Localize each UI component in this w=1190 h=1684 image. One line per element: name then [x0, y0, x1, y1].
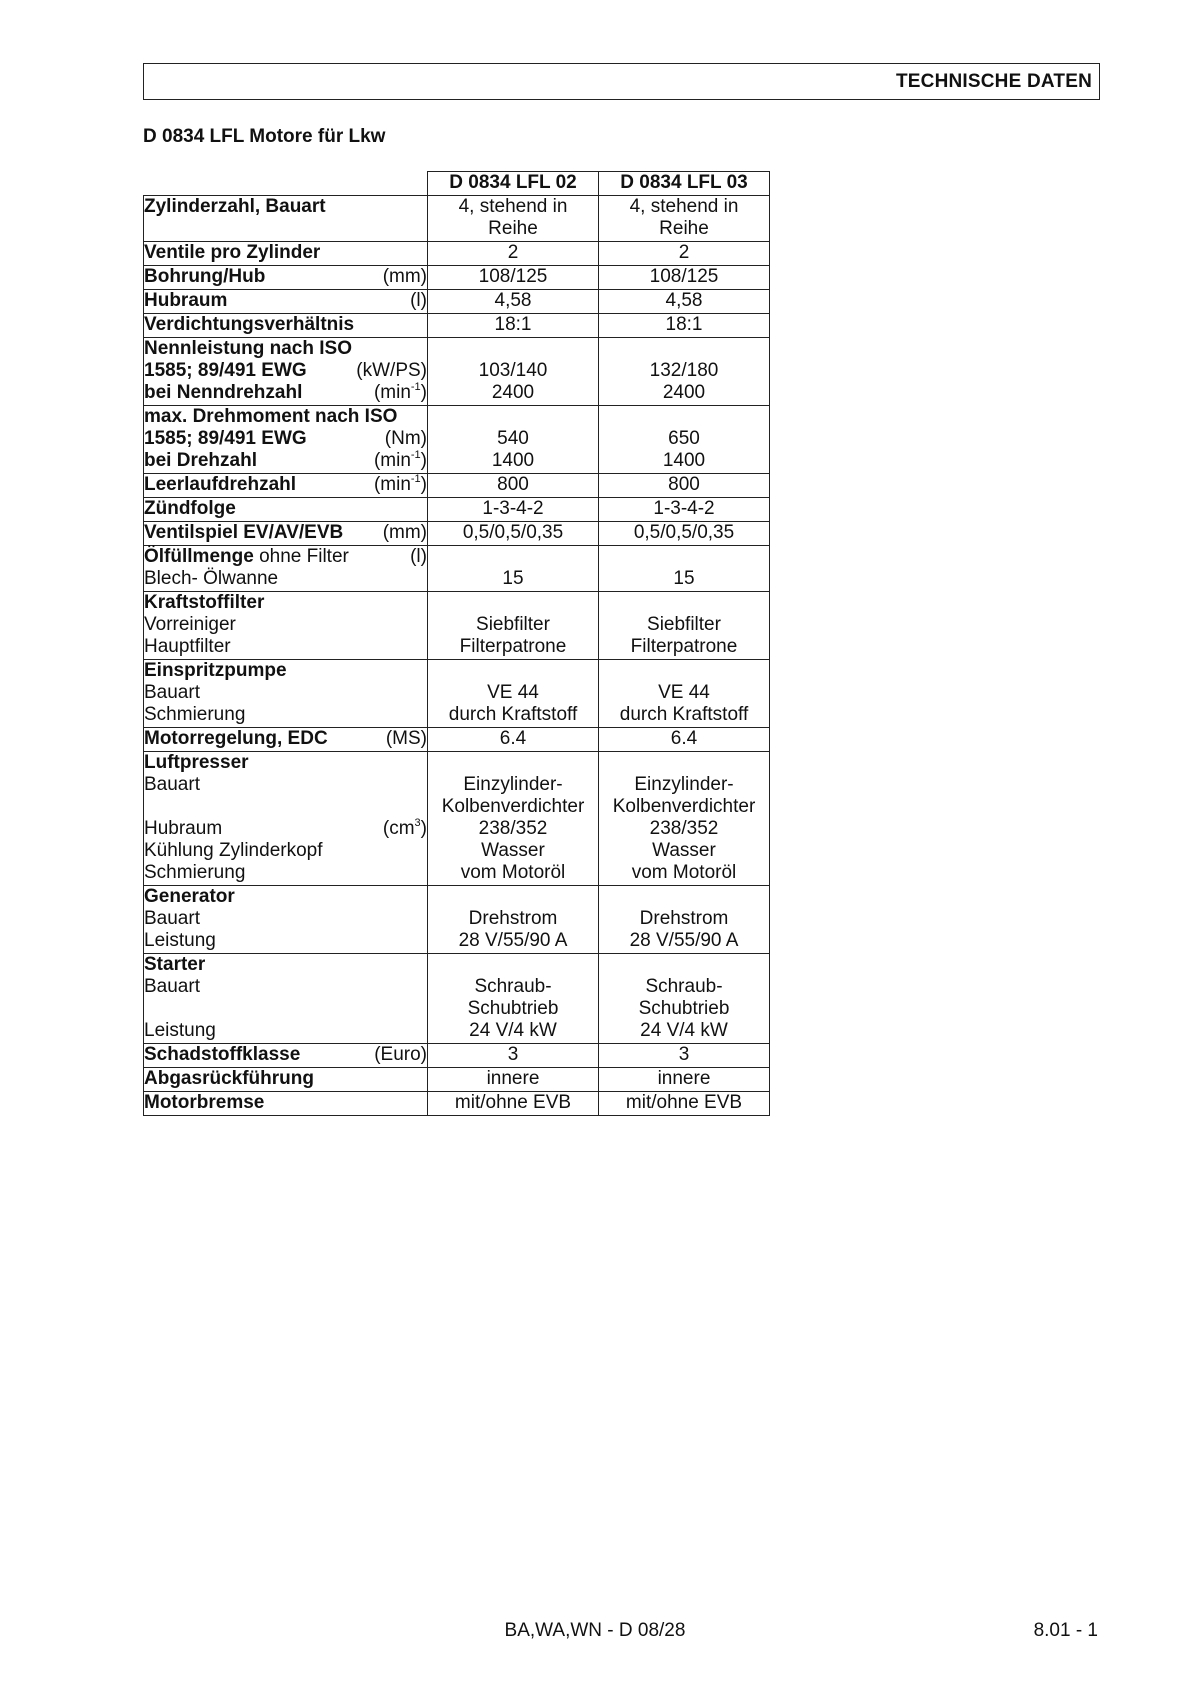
table-row — [144, 406, 770, 474]
table-row — [144, 592, 770, 660]
row-value: Drehstrom 28 V/55/90 A — [599, 886, 770, 954]
row-value: Einzylinder- Kolbenverdichter 238/352 Wasser vom Motoröl — [428, 752, 599, 886]
row-value: Drehstrom 28 V/55/90 A — [428, 886, 599, 954]
table-row — [144, 1092, 770, 1116]
row-value: 3 — [428, 1044, 599, 1068]
document-title: D 0834 LFL Motore für Lkw — [143, 126, 386, 147]
row-value: 0,5/0,5/0,35 — [428, 522, 599, 546]
table-row — [144, 242, 770, 266]
row-value: 4, stehend in Reihe — [428, 196, 599, 242]
table-row — [144, 498, 770, 522]
row-label: Schadstoffklasse (Euro) — [144, 1044, 428, 1068]
table-row — [144, 522, 770, 546]
row-value: 4,58 — [599, 290, 770, 314]
row-value: 800 — [599, 474, 770, 498]
row-value: 3 — [599, 1044, 770, 1068]
row-value: 103/140 2400 — [428, 338, 599, 406]
row-value: Siebfilter Filterpatrone — [428, 592, 599, 660]
row-value: 15 — [428, 546, 599, 592]
row-value: 540 1400 — [428, 406, 599, 474]
row-label: Motorregelung, EDC (MS) — [144, 728, 428, 752]
header-title: TECHNISCHE DATEN — [895, 71, 1092, 92]
row-label: Zündfolge — [144, 498, 428, 522]
row-value: 1-3-4-2 — [428, 498, 599, 522]
row-value: 800 — [428, 474, 599, 498]
footer-page-number: 8.01 - 1 — [1033, 1620, 1098, 1641]
row-value: 18:1 — [599, 314, 770, 338]
row-label: Ölfüllmenge ohne Filter (l) Blech- Ölwanne — [144, 546, 428, 592]
row-value: Siebfilter Filterpatrone — [599, 592, 770, 660]
row-label: Starter Bauart Leistung — [144, 954, 428, 1044]
row-value: VE 44 durch Kraftstoff — [428, 660, 599, 728]
row-label: Abgasrückführung — [144, 1068, 428, 1092]
table-row — [144, 474, 770, 498]
column-header: D 0834 LFL 03 — [599, 172, 770, 196]
row-label: Motorbremse — [144, 1092, 428, 1116]
table-row — [144, 752, 770, 886]
row-value: 6.4 — [428, 728, 599, 752]
table-row — [144, 886, 770, 954]
empty-header-cell — [144, 172, 428, 196]
table-row — [144, 954, 770, 1044]
row-label: max. Drehmoment nach ISO 1585; 89/491 EWG (Nm) bei Drehzahl $(\min^{-1})$ — [144, 406, 428, 474]
row-value: Schraub- Schubtrieb 24 V/4 kW — [599, 954, 770, 1044]
header-box — [143, 63, 1100, 100]
row-label: Ventilspiel EV/AV/EVB (mm) — [144, 522, 428, 546]
row-value: 6.4 — [599, 728, 770, 752]
table-row — [144, 660, 770, 728]
row-value: 108/125 — [428, 266, 599, 290]
row-label: Generator Bauart Leistung — [144, 886, 428, 954]
footer-document-code: BA,WA,WN - D 08/28 — [504, 1620, 686, 1641]
row-label: Bohrung/Hub (mm) — [144, 266, 428, 290]
row-value: 18:1 — [428, 314, 599, 338]
row-label: Nennleistung nach ISO 1585; 89/491 EWG (kW/PS) bei Nenndrehzahl $(\min^{-1})$ — [144, 338, 428, 406]
row-value: 15 — [599, 546, 770, 592]
row-value: 4, stehend in Reihe — [599, 196, 770, 242]
row-value: innere — [599, 1068, 770, 1092]
row-label: Zylinderzahl, Bauart — [144, 196, 428, 242]
row-value: Einzylinder- Kolbenverdichter 238/352 Wasser vom Motoröl — [599, 752, 770, 886]
row-value: VE 44 durch Kraftstoff — [599, 660, 770, 728]
table-row — [144, 290, 770, 314]
row-value: 4,58 — [428, 290, 599, 314]
row-value: mit/ohne EVB — [599, 1092, 770, 1116]
row-value: Schraub- Schubtrieb 24 V/4 kW — [428, 954, 599, 1044]
row-label: Einspritzpumpe Bauart Schmierung — [144, 660, 428, 728]
row-value: innere — [428, 1068, 599, 1092]
spec-table — [143, 171, 770, 1116]
table-header-row — [144, 172, 770, 196]
row-label: Kraftstoffilter Vorreiniger Hauptfilter — [144, 592, 428, 660]
row-value: 108/125 — [599, 266, 770, 290]
row-label: Verdichtungsverhältnis — [144, 314, 428, 338]
row-label: Hubraum (l) — [144, 290, 428, 314]
row-label: Ventile pro Zylinder — [144, 242, 428, 266]
row-value: 2 — [599, 242, 770, 266]
row-value: 0,5/0,5/0,35 — [599, 522, 770, 546]
row-label: Luftpresser Bauart Hubraum $(cm^3)$ Kühlung Zylinderkopf Schmierung — [144, 752, 428, 886]
row-value: 1-3-4-2 — [599, 498, 770, 522]
row-label: Leerlaufdrehzahl $(\min^{-1})$ — [144, 474, 428, 498]
row-value: 2 — [428, 242, 599, 266]
table-row — [144, 1044, 770, 1068]
table-row — [144, 546, 770, 592]
row-value: 650 1400 — [599, 406, 770, 474]
table-row — [144, 728, 770, 752]
column-header: D 0834 LFL 02 — [428, 172, 599, 196]
table-row — [144, 266, 770, 290]
table-row — [144, 314, 770, 338]
row-value: mit/ohne EVB — [428, 1092, 599, 1116]
row-value: 132/180 2400 — [599, 338, 770, 406]
table-row — [144, 338, 770, 406]
table-row — [144, 1068, 770, 1092]
table-row — [144, 196, 770, 242]
